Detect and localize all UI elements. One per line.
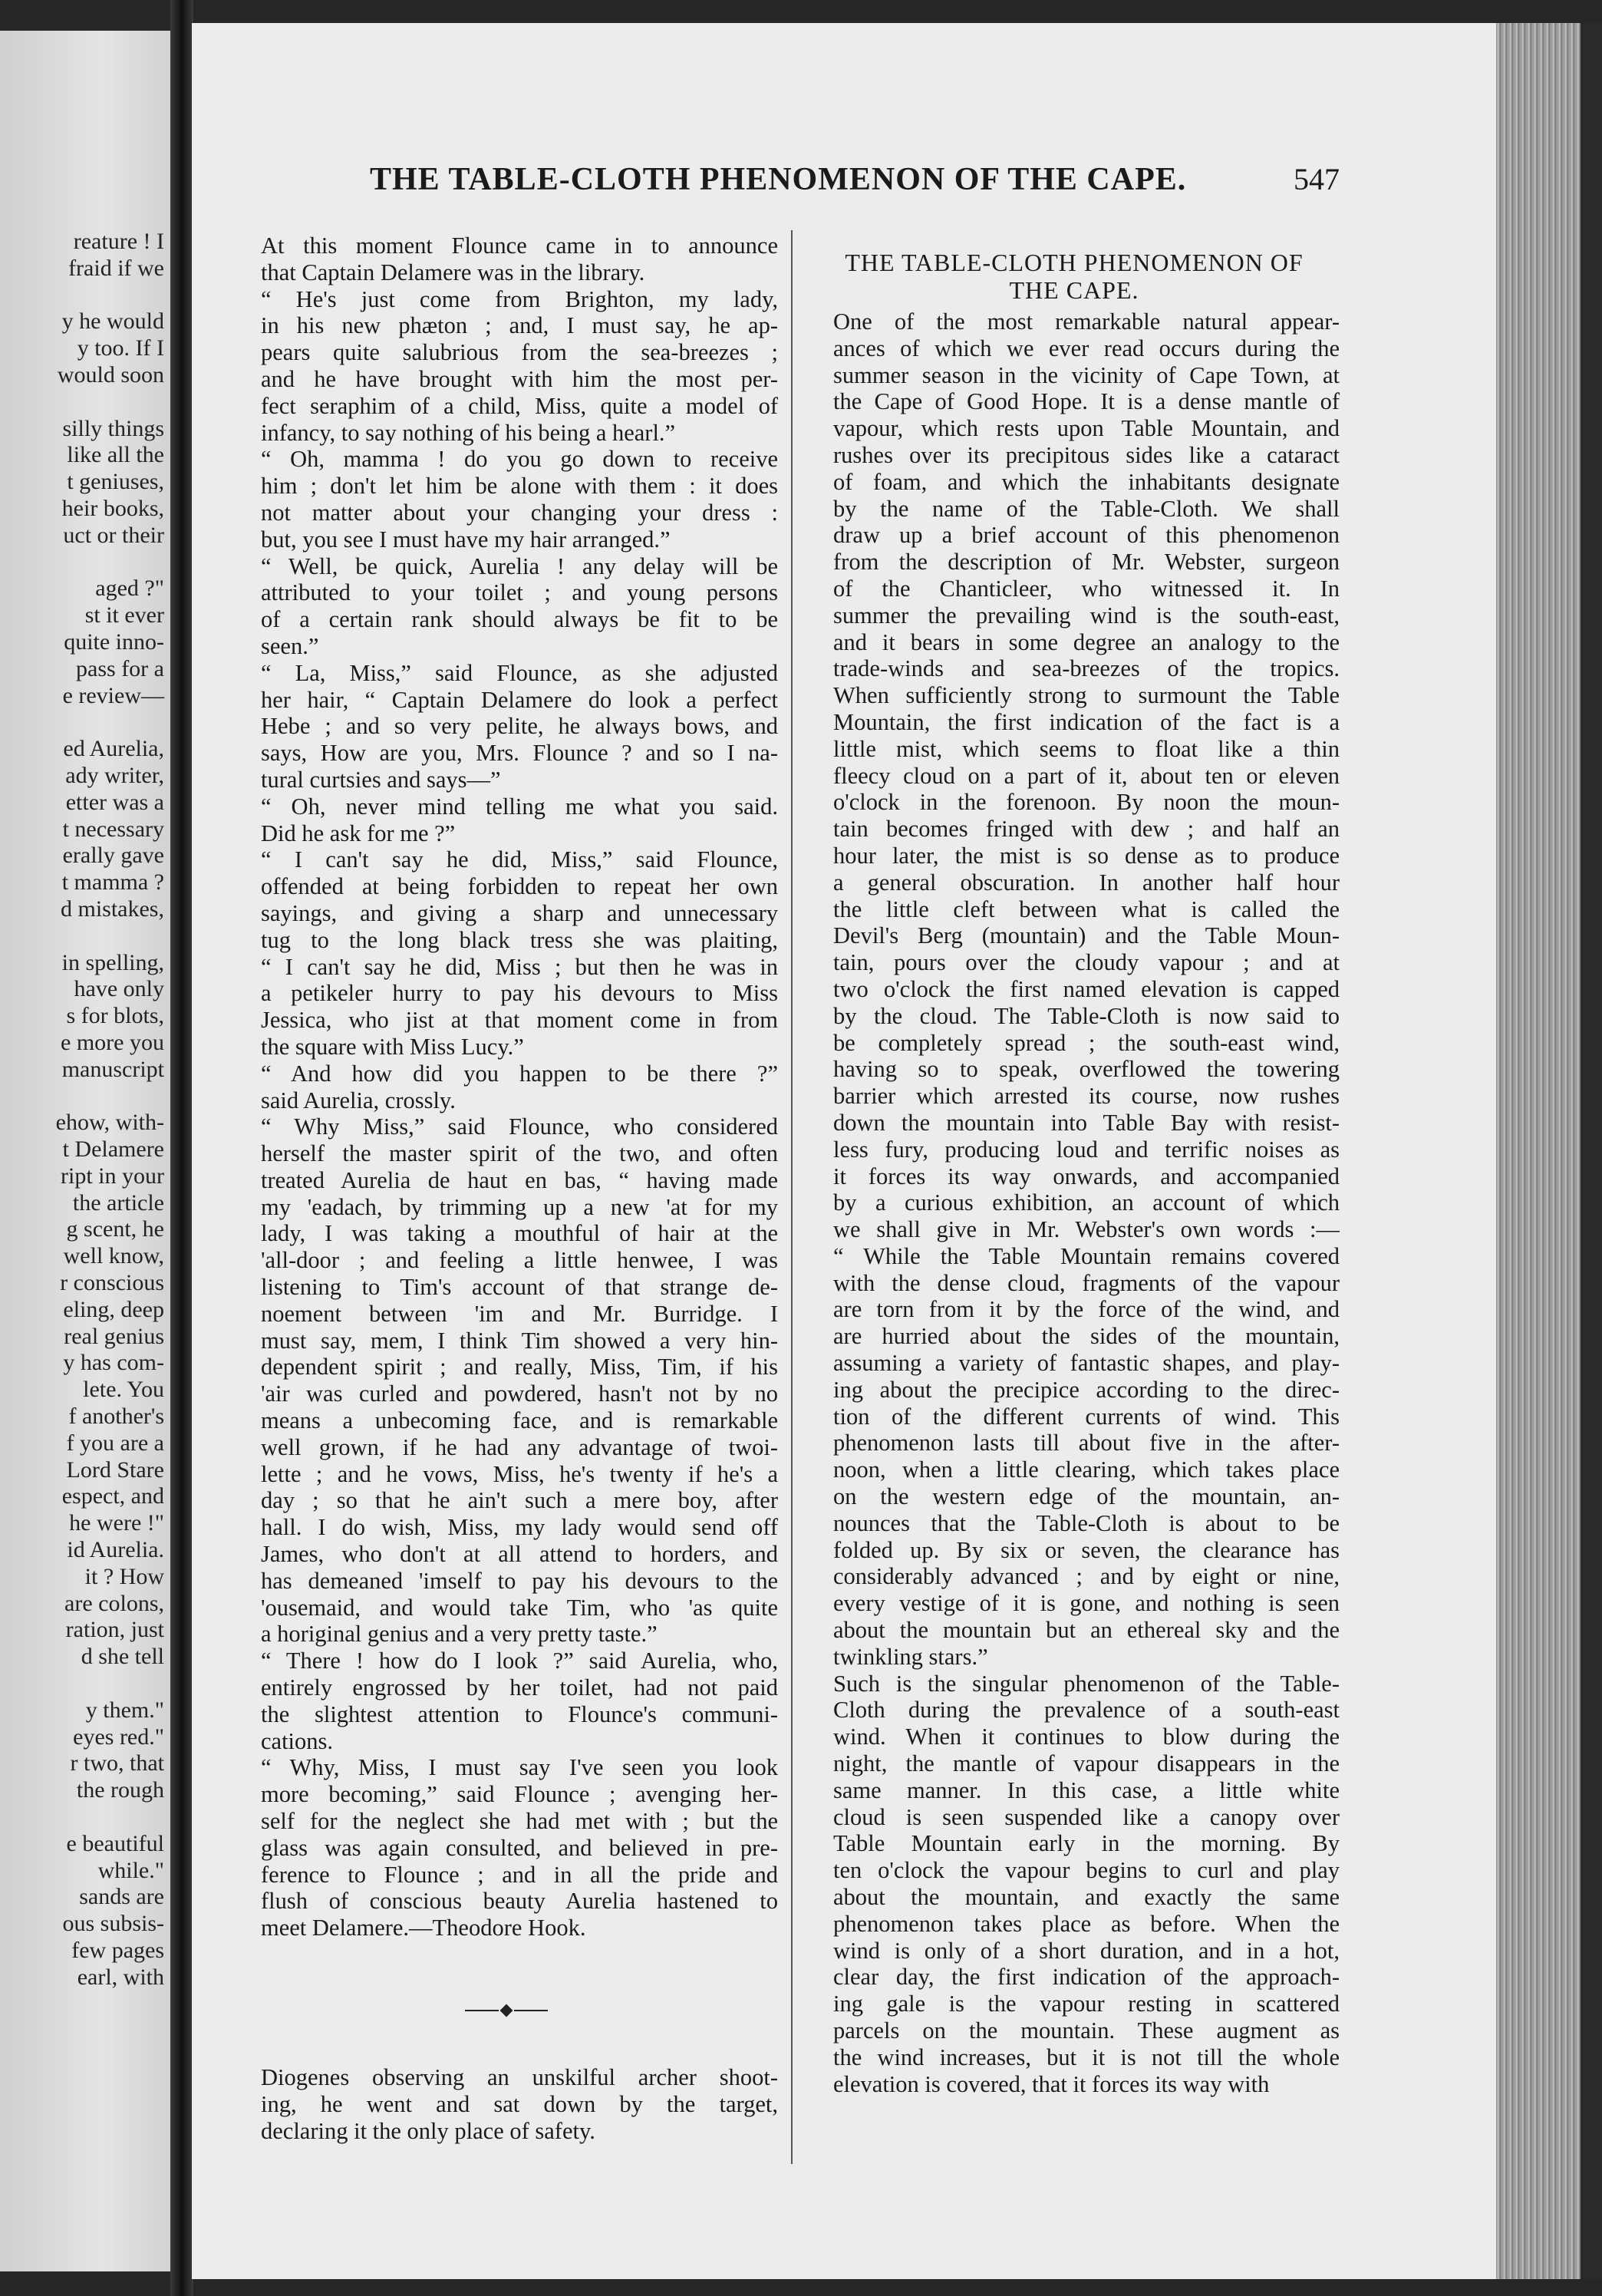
left-fragment-line: d mistakes, (61, 896, 164, 922)
text-line: of a certain rank should always be fit to be (261, 606, 778, 633)
text-line: tug to the long black tress she was plaiting, (261, 926, 778, 953)
text-line: Mountain, the first indication of the fact is a (833, 708, 1340, 735)
left-fragment-line: lete. You (83, 1377, 164, 1403)
text-line: draw up a brief account of this phenomenon (833, 522, 1340, 549)
column-divider (791, 230, 793, 2164)
left-fragment-line: like all the (67, 442, 164, 468)
left-fragment-line: e beautiful (66, 1830, 164, 1856)
text-line: declaring it the only place of safety. (261, 2117, 595, 2144)
left-fragment-line: he were !" (69, 1510, 164, 1536)
left-fragment-line: ous subsis- (62, 1911, 164, 1937)
text-line: not matter about your changing your dress : (261, 499, 778, 526)
text-line: of the Chanticleer, who witnessed it. In (833, 575, 1340, 602)
running-title: THE TABLE-CLOTH PHENOMENON OF THE CAPE. (370, 162, 1187, 197)
left-fragment-line (0, 923, 164, 950)
left-fragment-line: heir books, (61, 495, 164, 521)
text-line: and he have brought with him the most per- (261, 365, 778, 392)
text-line: elevation is covered, that it forces its way with (833, 2070, 1270, 2097)
running-header (192, 153, 1496, 207)
left-page-fragment (0, 31, 170, 2271)
section-ornament (465, 2006, 548, 2015)
text-line: tain, pours over the cloudy vapour ; and at (833, 949, 1340, 976)
text-line: my 'eadach, by trimming up a new 'at for my (261, 1193, 778, 1220)
paragraph (230, 286, 778, 447)
text-line: be completely spread ; the south-east wind, (833, 1029, 1340, 1056)
left-fragment-line: silly things (62, 415, 164, 441)
text-line: rushes over its precipitous sides like a cataract (833, 441, 1340, 468)
text-line: sayings, and giving a sharp and unnecessary (261, 899, 778, 926)
left-fragment-line: y has com- (63, 1350, 164, 1376)
paragraph (230, 1113, 778, 1648)
text-line: summer season in the vicinity of Cape Town, at (833, 361, 1340, 388)
text-line: fect seraphim of a child, Miss, quite a model of (261, 392, 778, 419)
left-fragment-line: r two, that (70, 1750, 164, 1776)
left-fragment-line: etter was a (65, 789, 164, 815)
text-line: James, who don't at all attend to horders, and (261, 1541, 778, 1568)
text-line: fleecy cloud on a part of it, about ten or eleven (833, 762, 1340, 789)
left-fragment-line (0, 1804, 164, 1831)
text-line: a general obscuration. In another half hour (833, 869, 1340, 896)
text-line: seen.” (261, 632, 319, 659)
text-line: with the dense cloud, fragments of the vapour (833, 1269, 1340, 1296)
text-line: two o'clock the first named elevation is capped (833, 975, 1340, 1002)
right-column (803, 308, 1340, 2097)
left-page-text (0, 229, 164, 1991)
text-line: 'ousemaid, and would take Tim, who 'as quite (261, 1594, 778, 1621)
text-line: “ Oh, never mind telling me what you said. (261, 793, 778, 820)
text-line: flush of conscious beauty Aurelia hastened to (261, 1888, 778, 1915)
left-fragment-line: ady writer, (65, 762, 164, 788)
text-line: tion of the different currents of wind. This (833, 1403, 1340, 1430)
paragraph (803, 308, 1340, 1671)
page-number: 547 (1294, 162, 1340, 196)
text-line: Table Mountain early in the morning. By (833, 1830, 1340, 1857)
left-fragment-line: in spelling, (61, 949, 164, 975)
left-fragment-line: aged ?" (95, 576, 164, 602)
left-fragment-line: fraid if we (68, 255, 164, 281)
left-fragment-line (0, 282, 164, 309)
text-line: trade-winds and sea-breezes of the tropics. (833, 655, 1340, 682)
left-fragment-line: the rough (76, 1777, 164, 1803)
paragraph (230, 1648, 778, 1754)
paragraph (230, 793, 778, 847)
paragraph (230, 2064, 778, 2144)
text-line: little mist, which seems to float like a thin (833, 735, 1340, 762)
text-line: vapour, which rests upon Table Mountain, and (833, 415, 1340, 442)
text-line: o'clock in the forenoon. By noon the moun- (833, 789, 1340, 816)
left-fragment-line: erally gave (62, 843, 164, 869)
text-line: herself the master spirit of the two, and often (261, 1140, 778, 1167)
text-line: 'air was curled and powdered, hasn't not by no (261, 1381, 778, 1407)
text-line: considerably advanced ; and by eight or nine, (833, 1563, 1340, 1590)
left-column (230, 233, 778, 1941)
left-fragment-line: eyes red." (73, 1724, 164, 1750)
left-fragment-line: ript in your (61, 1163, 164, 1189)
text-line: must say, mem, I think Tim showed a very hin- (261, 1327, 778, 1354)
text-line: said Aurelia, crossly. (261, 1087, 456, 1113)
left-fragment-line: id Aurelia. (67, 1537, 164, 1563)
left-fragment-line: y he would (61, 308, 164, 335)
left-fragment-line: y them." (85, 1697, 164, 1723)
text-line: At this moment Flounce came in to announce (261, 233, 778, 259)
left-fragment-line: ed Aurelia, (63, 736, 164, 762)
text-line: meet Delamere.—Theodore Hook. (261, 1915, 586, 1941)
article-title-line-2: THE CAPE. (1009, 276, 1139, 304)
text-line: the Cape of Good Hope. It is a dense mantle of (833, 388, 1340, 415)
left-fragment-line: y too. If I (77, 335, 164, 361)
text-line: the square with Miss Lucy.” (261, 1033, 524, 1060)
left-fragment-line: t mamma ? (61, 869, 164, 896)
text-line: same manner. In this case, a little white (833, 1776, 1340, 1803)
paragraph (230, 1061, 778, 1114)
text-line: attributed to your toilet ; and young persons (261, 579, 778, 606)
text-line: nounces that the Table-Cloth is about to be (833, 1509, 1340, 1536)
paragraph (803, 1671, 1340, 2098)
text-line: means a unbecoming face, and is remarkable (261, 1407, 778, 1434)
text-line: ances of which we ever read occurs during the (833, 335, 1340, 361)
text-line: self for the neglect she had met with ; but the (261, 1808, 778, 1835)
text-line: noement between 'im and Mr. Burridge. I (261, 1300, 778, 1327)
diogenes-anecdote (230, 2064, 778, 2144)
text-line: wind. When it continues to blow during the (833, 1724, 1340, 1750)
text-line: the slightest attention to Flounce's communi- (261, 1701, 778, 1727)
left-fragment-line: d she tell (81, 1644, 164, 1670)
text-line: ference to Flounce ; and in all the pride and (261, 1861, 778, 1888)
left-fragment-line: earl, with (77, 1964, 164, 1990)
text-line: and it bears in some degree an analogy to the (833, 628, 1340, 655)
text-line: from the description of Mr. Webster, surgeon (833, 549, 1340, 576)
text-line: a horiginal genius and a very pretty taste.” (261, 1621, 658, 1648)
left-fragment-line: st it ever (84, 602, 164, 628)
text-line: well grown, if he had any advantage of twoi- (261, 1433, 778, 1460)
left-fragment-line: are colons, (64, 1590, 164, 1616)
book-gutter (170, 0, 193, 2296)
text-line: says, How are you, Mrs. Flounce ? and so I na- (261, 740, 778, 767)
text-line: him ; don't let him be alone with them : it does (261, 473, 778, 500)
left-fragment-line: well know, (63, 1243, 164, 1269)
left-fragment-line: uct or their (63, 522, 164, 548)
book-edge-shadow (1581, 23, 1602, 2279)
text-line: less fury, producing loud and terrific noises as (833, 1136, 1340, 1163)
text-line: 'all-door ; and feeling a little henwee, I was (261, 1247, 778, 1274)
text-line: dependent spirit ; and really, Miss, Tim, if his (261, 1354, 778, 1381)
text-line: has demeaned 'imself to pay his devours to the (261, 1567, 778, 1594)
text-line: “ And how did you happen to be there ?” (261, 1060, 778, 1087)
text-line: clear day, the first indication of the approach- (833, 1964, 1340, 1991)
article-title-line-1: THE TABLE-CLOTH PHENOMENON OF (845, 249, 1304, 276)
text-line: parcels on the mountain. These augment as (833, 2017, 1340, 2044)
text-line: Diogenes observing an unskilful archer shoot- (261, 2064, 778, 2090)
text-line: it forces its way onwards, and accompanied (833, 1163, 1340, 1189)
left-fragment-line: s for blots, (66, 1003, 164, 1029)
text-line: are hurried about the sides of the mountain, (833, 1323, 1340, 1350)
left-fragment-line: ration, just (65, 1617, 164, 1643)
text-line: assuming a variety of fantastic shapes, and play- (833, 1350, 1340, 1377)
text-line: “ I can't say he did, Miss ; but then he was in (261, 953, 778, 980)
left-fragment-line: quite inno- (64, 628, 164, 655)
paragraph (230, 660, 778, 793)
text-line: lady, I was taking a mouthful of hair at the (261, 1220, 778, 1247)
text-line: folded up. By six or seven, the clearance has (833, 1536, 1340, 1563)
text-line: “ Oh, mamma ! do you go down to receive (261, 446, 778, 473)
text-line: every vestige of it is gone, and nothing is seen (833, 1590, 1340, 1617)
text-line: ing, he went and sat down by the target, (261, 2090, 778, 2117)
text-line: night, the mantle of vapour disappears in the (833, 1750, 1340, 1777)
left-fragment-line: it ? How (84, 1563, 164, 1589)
text-line: phenomenon lasts till about five in the after- (833, 1430, 1340, 1456)
text-line: ing about the precipice according to the direc- (833, 1376, 1340, 1403)
text-line: Did he ask for me ?” (261, 820, 456, 846)
text-line: tural curtsies and says—” (261, 766, 501, 793)
left-fragment-line (0, 709, 164, 736)
left-fragment-line: have only (74, 976, 164, 1002)
text-line: cations. (261, 1727, 334, 1754)
text-line: barrier which arrested its course, now rushes (833, 1083, 1340, 1110)
left-fragment-line (0, 389, 164, 416)
paragraph (230, 446, 778, 553)
text-line: ten o'clock the vapour begins to curl and play (833, 1857, 1340, 1884)
left-fragment-line: manuscript (61, 1056, 164, 1082)
text-line: offended at being forbidden to repeat her own (261, 873, 778, 900)
text-line: “ I can't say he did, Miss,” said Flounce, (261, 846, 778, 873)
left-fragment-line: Lord Stare (66, 1456, 164, 1483)
text-line: When sufficiently strong to surmount the Table (833, 682, 1340, 709)
text-line: entirely engrossed by her toilet, had not paid (261, 1674, 778, 1701)
left-fragment-line: t necessary (62, 816, 164, 842)
left-fragment-line: e more you (61, 1029, 164, 1055)
left-fragment-line: would soon (57, 361, 164, 388)
left-fragment-line: pass for a (76, 655, 164, 681)
text-line: Jessica, who jist at that moment come in from (261, 1007, 778, 1034)
text-line: listening to Tim's account of that strange de- (261, 1274, 778, 1301)
text-line: “ While the Table Mountain remains covered (833, 1242, 1340, 1269)
article-title (801, 249, 1347, 304)
text-line: glass was again consulted, and believed in pre- (261, 1834, 778, 1861)
left-fragment-line: eling, deep (63, 1296, 164, 1322)
left-fragment-line (0, 1671, 164, 1697)
text-line: are torn from it by the force of the wind, and (833, 1296, 1340, 1323)
text-line: summer the prevailing wind is the south-east, (833, 602, 1340, 628)
text-line: hall. I do wish, Miss, my lady would send off (261, 1514, 778, 1541)
left-fragment-line: t geniuses, (67, 469, 164, 495)
text-line: “ Well, be quick, Aurelia ! any delay will be (261, 553, 778, 579)
left-fragment-line (0, 1084, 164, 1110)
paragraph (230, 1754, 778, 1941)
text-line: lette ; and he vows, Miss, he's twenty if he's a (261, 1460, 778, 1487)
left-fragment-line: espect, and (61, 1483, 164, 1509)
text-line: the wind increases, but it is not till the whole (833, 2044, 1340, 2070)
text-line: of foam, and which the inhabitants designate (833, 468, 1340, 495)
text-line: her hair, “ Captain Delamere do look a perfect (261, 686, 778, 713)
left-fragment-line: f another's (68, 1404, 164, 1430)
text-line: “ He's just come from Brighton, my lady, (261, 285, 778, 312)
text-line: Cloth during the prevalence of a south-east (833, 1697, 1340, 1724)
text-line: twinkling stars.” (833, 1643, 988, 1670)
text-line: phenomenon takes place as before. When the (833, 1910, 1340, 1937)
left-fragment-line: e review— (62, 682, 164, 708)
text-line: a petikeler hurry to pay his devours to Miss (261, 980, 778, 1007)
left-fragment-line: g scent, he (66, 1216, 164, 1242)
text-line: “ La, Miss,” said Flounce, as she adjusted (261, 659, 778, 686)
text-line: ing gale is the vapour resting in scattered (833, 1991, 1340, 2017)
left-fragment-line: while." (97, 1857, 164, 1883)
text-line: hour later, the mist is so dense as to produce (833, 842, 1340, 869)
text-line: wind is only of a short duration, and in a hot, (833, 1937, 1340, 1964)
text-line: noon, when a little clearing, which takes place (833, 1456, 1340, 1483)
text-line: by the name of the Table-Cloth. We shall (833, 495, 1340, 522)
text-line: “ Why, Miss, I must say I've seen you look (261, 1754, 778, 1781)
text-line: more becoming,” said Flounce ; avenging her- (261, 1781, 778, 1808)
left-fragment-line: r conscious (60, 1270, 164, 1296)
text-line: Hebe ; and so very pelite, he always bows, and (261, 713, 778, 740)
text-line: One of the most remarkable natural appear- (833, 308, 1340, 335)
left-fragment-line: the article (72, 1189, 164, 1216)
text-line: Devil's Berg (mountain) and the Table Moun- (833, 922, 1340, 949)
text-line: tain becomes fringed with dew ; and half an (833, 816, 1340, 843)
text-line: the little cleft between what is called the (833, 896, 1340, 922)
text-line: “ There ! how do I look ?” said Aurelia, who, (261, 1648, 778, 1674)
text-line: cloud is seen suspended like a canopy over (833, 1803, 1340, 1830)
text-line: “ Why Miss,” said Flounce, who considered (261, 1113, 778, 1140)
text-line: by a curious exhibition, an account of which (833, 1189, 1340, 1216)
text-line: about the mountain but an ethereal sky and the (833, 1617, 1340, 1644)
text-line: by the cloud. The Table-Cloth is now said to (833, 1002, 1340, 1029)
left-fragment-line: real genius (64, 1323, 164, 1349)
text-line: pears quite salubrious from the sea-breezes ; (261, 339, 778, 366)
left-fragment-line (0, 549, 164, 576)
page-edges (1496, 23, 1581, 2279)
left-fragment-line: ehow, with- (55, 1110, 164, 1136)
left-fragment-line: reature ! I (73, 229, 164, 254)
text-line: day ; so that he ain't such a mere boy, after (261, 1487, 778, 1514)
text-line: having so to speak, overflowed the towering (833, 1056, 1340, 1083)
text-line: about the mountain, and exactly the same (833, 1884, 1340, 1911)
left-fragment-line: few pages (71, 1938, 164, 1963)
text-line: that Captain Delamere was in the library. (261, 259, 645, 285)
text-line: Such is the singular phenomenon of the Table- (833, 1670, 1340, 1697)
text-line: but, you see I must have my hair arranged.” (261, 526, 671, 553)
paragraph (230, 846, 778, 1060)
left-fragment-line: f you are a (66, 1430, 164, 1456)
text-line: down the mountain into Table Bay with resist- (833, 1109, 1340, 1136)
left-fragment-line: sands are (79, 1884, 164, 1910)
text-line: infancy, to say nothing of his being a hearl.” (261, 419, 676, 446)
paragraph (230, 553, 778, 660)
text-line: in his new phæton ; and, I must say, he ap- (261, 312, 778, 339)
left-fragment-line: t Delamere (62, 1136, 164, 1163)
paragraph (230, 233, 778, 286)
text-line: treated Aurelia de haut en bas, “ having made (261, 1166, 778, 1193)
text-line: on the western edge of the mountain, an- (833, 1483, 1340, 1510)
text-line: we shall give in Mr. Webster's own words :— (833, 1216, 1340, 1243)
